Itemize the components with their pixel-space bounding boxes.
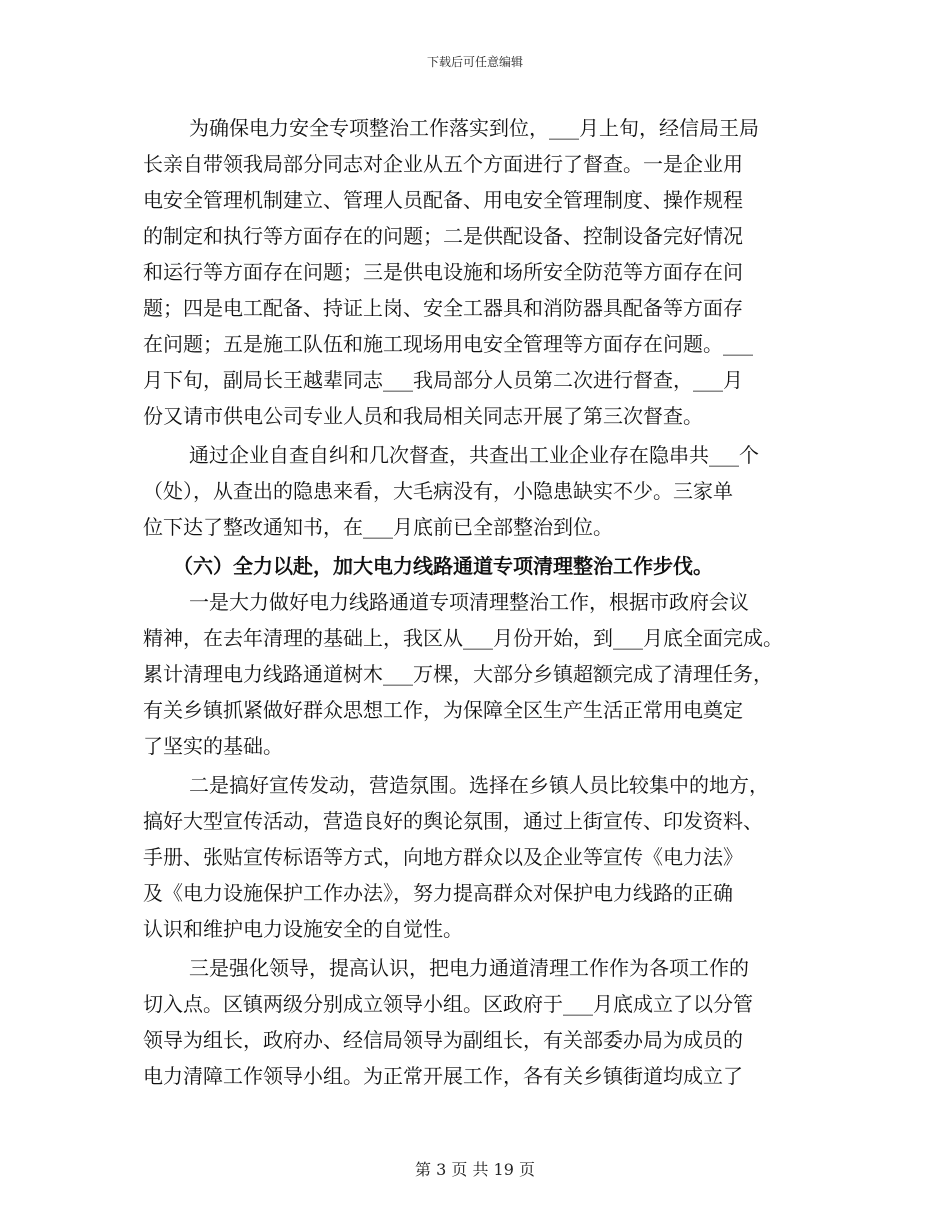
page-header: 下载后可任意编辑 bbox=[426, 55, 523, 69]
page-number: 第 3 页 共 19 页 bbox=[415, 1160, 535, 1179]
paragraph-line: 电安全管理机制建立、管理人员配备、用电安全管理制度、操作规程 bbox=[143, 188, 743, 212]
document-body bbox=[143, 110, 823, 1094]
paragraph-line: 及《电力设施保护工作办法》，努力提高群众对保护电力线路的正确 bbox=[143, 881, 733, 905]
paragraph-line: 和运行等方面存在问题；三是供电设施和场所安全防范等方面存在问 bbox=[143, 260, 743, 284]
paragraph-line: 搞好大型宣传活动，营造良好的舆论氛围，通过上街宣传、印发资料、 bbox=[143, 809, 763, 833]
paragraph-line: 手册、张贴宣传标语等方式，向地方群众以及企业等宣传《电力法》 bbox=[143, 845, 743, 869]
paragraph-line: 二是搞好宣传发动，营造氛围。选择在乡镇人员比较集中的地方， bbox=[189, 773, 769, 797]
section-heading: （六）全力以赴，加大电力线路通道专项清理整治工作步伐。 bbox=[173, 554, 713, 578]
paragraph-line: 的制定和执行等方面存在的问题；二是供配设备、控制设备完好情况 bbox=[143, 224, 743, 248]
paragraph-line: 精神，在去年清理的基础上，我区从___月份开始，到___月底全面完成。 bbox=[143, 626, 783, 650]
paragraph-line: 一是大力做好电力线路通道专项清理整治工作，根据市政府会议 bbox=[189, 590, 749, 614]
paragraph-line: 题；四是电工配备、持证上岗、安全工器具和消防器具配备等方面存 bbox=[143, 296, 743, 320]
paragraph-line: 位下达了整改通知书，在___月底前已全部整治到位。 bbox=[143, 515, 613, 539]
paragraph-line: 通过企业自查自纠和几次督查，共查出工业企业存在隐串共___个 bbox=[189, 443, 759, 467]
paragraph-line: 在问题；五是施工队伍和施工现场用电安全管理等方面存在问题。___ bbox=[143, 332, 753, 356]
paragraph-line: 长亲自带领我局部分同志对企业从五个方面进行了督查。一是企业用 bbox=[143, 152, 743, 176]
paragraph-line: （处），从查出的隐患来看，大毛病没有，小隐患缺实不少。三家单 bbox=[143, 479, 733, 503]
paragraph-line: 认识和维护电力设施安全的自觉性。 bbox=[143, 917, 463, 941]
paragraph-line: 了坚实的基础。 bbox=[143, 734, 283, 758]
paragraph-line: 有关乡镇抓紧做好群众思想工作，为保障全区生产生活正常用电奠定 bbox=[143, 698, 743, 722]
paragraph-line: 切入点。区镇两级分别成立领导小组。区政府于___月底成立了以分管 bbox=[143, 992, 753, 1016]
paragraph-line: 份又请市供电公司专业人员和我局相关同志开展了第三次督查。 bbox=[143, 404, 703, 428]
paragraph-line: 累计清理电力线路通道树木___万棵，大部分乡镇超额完成了清理任务， bbox=[143, 662, 773, 686]
paragraph-line: 为确保电力安全专项整治工作落实到位，___月上旬，经信局王局 bbox=[189, 116, 759, 140]
paragraph-line: 领导为组长，政府办、经信局领导为副组长，有关部委办局为成员的 bbox=[143, 1028, 743, 1052]
paragraph-line: 三是强化领导，提高认识，把电力通道清理工作作为各项工作的 bbox=[189, 956, 749, 980]
paragraph-line: 电力清障工作领导小组。为正常开展工作，各有关乡镇街道均成立了 bbox=[143, 1064, 743, 1088]
paragraph-line: 月下旬，副局长王越辈同志___我局部分人员第二次进行督查，___月 bbox=[143, 368, 743, 392]
